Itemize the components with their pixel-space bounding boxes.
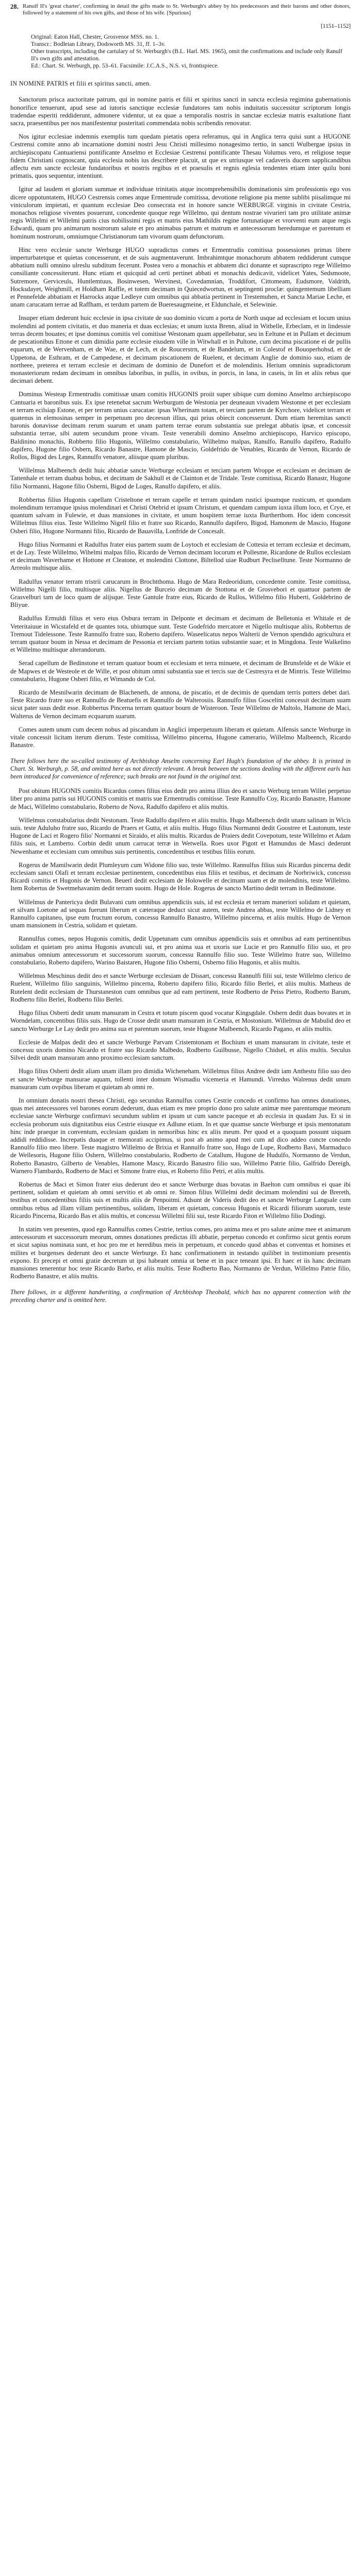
invocation: IN NOMINE PATRIS et filii et spiritus sancti, amen. — [10, 80, 151, 88]
paragraph: Ricardo de Mesnilwarin decimam de Blacheneth, de annona, de piscatio, et de decimis de quendam terris potters debet dari. Teste Ricardo fratre suo et Rannulfo de Beatuefis et Rannulfo de Walterosiis. Rannulfo filius Goscelini concessit decimam suam sicut pater suus dedit esse. Robbertus Pincerna terram quatuor bourn de Wisteroon. Teste Willelmo de Maltolo, Hamone de Maci, Walterus de Vernon decimam ecquarum suarum. — [10, 689, 351, 720]
paragraph: Willelmus Meschinus dedit deo et sancte Werburge ecclesiam de Dissart, concessu Rannulfi filii sui, teste Willelmo clerico de Ruelent, Willelmo filio sanguinis, Willelmo pincerna, Roberto dapifero filio, Ricardo filio Berlei, et aliis multis. Matheus de Rutelent dedit ecclesiam de Thurstaneston cum omnibus que ad eam pertinent, teste Rodberto de Peiss Pietro, Rodberto Barum, Rodberto filio Berlei, Rodberto filio Berlei. — [10, 972, 351, 1003]
paragraph: In statim ven presentes, quod ego Rannulfus comes Cestrie, tertius comes, pro anima mea et pro salute anime mee et animarum antecessorum et successorum meorum, omnes donationes predictas illi abbatie, perpetuo concedo et confirmo sicut gentis eorum et sicut sapius nominata sunt, et hoc pro me et heredibus meis in perpetuum, et concedo quod abbas et conventus et homines et milites et burgenses dederunt deo et sancte Werburge. Et hanc confirmationem in testando quilibet in testimonium presentis expono. Et precepi et omni gratie decretum ut ipsi habeant omnia ut bene et in pace teneant ipsi. Et haec et iis hanc decimam mansiones tenerentur hoc teste Ricardo Barbo, et aliis multis. Teste Rodberto Bao, Normanno de Verdun, Willelmo Patrie filio, Rodberto Banastre, et aliis multis. — [10, 1225, 351, 1280]
paragraph: Willelmus constabularius dedit Nestonam. Teste Radulfo dapifero et aliis multis. Hugo Malbeench dedit unam salinam in Wicis suis. teste Aduluho fratre suo, Ricardo de Praers et Gutta, et aliis multis. Hugo filius Normanni dedit Goostree et Lautonum, teste Hugone de Laci et Rogero filio' Normanni et Siraido, et aliis multis. Ricardus de Praiers dedit Covepotum, teste Willelmo et Adam filiis suis, et Lamberto. Corbin dedit unum carrucat terræ in Wetwella. Roes uxor Pigott et Hamundus de Masci dederunt Newenhame et ecclesiam cum omnibus suis pertinentis, concedentibus et testibus filiis eorum. — [10, 816, 351, 855]
paragraph: Serad capellum de Bedinstone et terram quatuor boum et ecclesiam et terra minuete, et decimam de Brunsfelde et de Wikie et de Mapwes et de Westeole et de Wille, et post obitum omni substantia sue et tercis sue de Cestresyra et de Mintris. Teste Willelmo constabulario, Hugone Osberi filio, et Wimando de Col. — [10, 659, 351, 683]
charter-date-range: [1151–1152] — [321, 23, 351, 29]
paragraph: Dominus Westeap Ermentrudis comitissæ unam comitis HUGONIS proiit super sibique cum domino Anselmo archiepiscopo Cantuaria et baronibus suis. Ex ipse retenebat sacrum Werburgum de Westonia per deuneaun vivadem Westonne et per ecclesiam et terram ecilsiap Estone, et per terram unius carucatae: ipsas Wherinam totam, et terciam partem de Kyrchore, videlicet terram et quatenus in elemosinas semper in perpetuum pro deceesun illius, qui prius obiecit concesserunt. Dum etiam heremitas sancti baronis donavisse decimam rerum suarum et unam partem terrae eorum substantia sue prelegat abbatis ipsæ, et concessit substantia terrae, sibi autem secundum prone vivam. Teste venerabili domino Anselmo archiepiscopo, Harvico episcopo, Baldinino monachis, Robberto filio Hugonis, Willelmo constabulario, Wilhelmo malpas, Ranulfo, Ranulfo dapifero, Radulfo dapifero, Hugone filio Osbern, Ricardo Banastre, Hamone de Mascio, Goldefrido de Venables, Ricardo de Vernon, Ricardo de Rollos, Bigod des Leges, Rannulfo venatore, aliisque quam pluribus. — [10, 391, 351, 461]
paragraph: Insuper etiam dederunt huic ecclesie in ipsa civitate de suo dominio vicum a porta de North usque ad ecclesiam et locum unius molendini ad pontem civitatis, et duo maneria et duas ecclesias; et unum iuxta Brenn, aliud in Witbelle, Erbeclam, et in lindessie terras decem bouates; et ipse dominus comitis vel comitisse Westonam quam appellebatur, seu in Eeltune et in Pullam et decimum de pescationibus Ettone et cum dimidia parte ecclesie eiusdem ville in Witwhall et in Pultone, cum decima piscatione ei de pullis equarum, et de Wervenham, et de Wae, et de Lech, et de Roucerstrn, et de Bandelum, et in Colestof et Bouoperhohsd, et de Uppetona, de Esthram, et de Campedene, et decimam piscationem de Ruelent, et decimam Anglie de dominio suo, etiam de northeee, preterea et terram ecclesie et decimam de dominio de Dunefort et de molendinis. Herium omninis supradictorum monasteriorum redam decimam in omnibus laboribus, in pullis, in ovibus, in porcis, in lana, in caseis, in lin et aliis rebus que decimari debent. — [10, 314, 351, 385]
paragraph: Hugo filius Osberti dedit unum mansuram in Cestra et totum piscem quod vocatur Kingsgdale. Osbern dedit duas bovates et in Worndelam, concentibus filiis suis. Hugo de Crosse dedit unam mansuram in Cestria, et Mostonium. Willelmus de Mabulid deo et sancto Werburge Le Lay dedit pro anima sua et parentum suorum, teste Hugone Malbeench, Ricardo Pagano, et aliis multis. — [10, 1009, 351, 1032]
source-edition: Ed.: Chart. St. Werburgh, pp. 53–61. Facsimile: J.C.A.S., N.S. vi, frontispiece. — [31, 62, 219, 70]
paragraph: Robertus de Maci et Simon frater eius dederunt deo et sancte Werburge duas bovatas in Baelton cum omnibus ei quae ibi pertinent, solidam et quietam ab omni servitio et ab omni re. Simon filius Willelmi dedit decimam molendini sui de Brereth, testibus et concedentibus filiis suis et multis aliis de Penpoitmi. Adsunt de Videris dedit deo et sancte Werburge Langsale cum omnibus rebus ad illam villam pertinentibus, solidam, liberam et quietam, concessu Hugonis et Ricardi filiorum suorum, teste Ricardo Pincerna, Ricardo Bas et aliis multis, et concessu Willelmi filii sui, teste Ricardo Fiton et Willelmo filio Dodingi. — [10, 1180, 351, 1219]
paragraph: Hugo filius Normanni et Radulfus frater eius partem suam de Loytoch et ecclesiam de Cottesia et terram ecclesiæ et decimam, et de Lay. Teste Willelmo, Wihelmi malpas filio, Ricardo de Vernon decimam locorum et Pollesme, Ricardone de Rullos ecclesiam et decimam Waverhame et Hottone et Cleatone, et molendini Clottone, Biltellod uiae Rudburt Pecliselltune. Teste Normanno de Arreolo multisque aliis. — [10, 540, 351, 572]
paragraph: Comes autem unum cum decem nobus ad piscandum in Anglici imperpetuum liberam et quietam. Alfensis sancte Werburge in vitale concessit licitam iterum dierum. Teste comitissa, Willelmo pincerna, Hugone camerario, Willelmo Malbeench, Ricardo Banastre. — [10, 725, 351, 749]
paragraph: Hugo filius Osberti dedit aliam unam illam pro dimidia Wicheneham. Willelmus filius Andree dedit iam Anthestu filio suo deo et sancte Werburge mansurae aquam, tollenti inter domum Wismadiu vicemeria et Hamundi. Virredus Walrenus dedit unum mansuram cum ovpibus liberam et quietam ab omni re. — [10, 1067, 351, 1091]
source-transcript: Transcr.: Bodleian Library, Dodsworth MS. 31, ff. 1–3v. — [31, 41, 166, 48]
paragraph: Ecclesie de Malpas dedit deo et sancte Werburge Parvam Cristemtonam et Bochium et unam mansuram in civitate, teste et concessu uxoris domino Nicardo et fratre suo Ricardo Malbedo, Rodberto Guilbusse, Nigello Chidsel, et aliis multis. Seculus Silvei dedit unam mansuram anno proximo ecclesiam sanctum. — [10, 1038, 351, 1062]
charter-text — [10, 96, 351, 1303]
editorial-note-closing: There follows, in a different handwriting, a confirmation of Archbishop Theobald, which has no apparent connection with the preceding charter and is omitted here. — [10, 1289, 351, 1303]
charter-header — [10, 3, 351, 16]
paragraph: Rogerus de Mamilwarin dedit Plumleyum cum Widone filio suo, teste Willelmo. Rannulfus filius suis Ricardus pincerna dedit ecclesiam sancti Olafi et terram ecclesiae pertinentem, concedentibus eius filiis et testibus, et decimam de Norbriwick, concessu Ricardi comitis et Hugonis de Vernon. Beuerl dedit ecclesiam de Holowelle et decimam suam et de molendinis, teste Willelmo. Item Robertus de Swetmehavanim dedit terram suoim. Hugo de Hole. Rogerus de sancto Martino dedit terram in Bedinstone. — [10, 861, 351, 892]
source-list — [10, 33, 351, 70]
source-other-transcripts: Other transcripts, including the cartulary of St. Werburgh's (B.L. Harl. MS. 1965), omit the confirmations and include only Ranulf II's own gifts and attestation. — [31, 48, 342, 62]
paragraph: Post obitum HUGONIS comitis Ricardus comes filius eius dedit pro anima illius deo et sancto Werburg terram Willei perpetuo liber pro anima patris sui HUGONIS comitis et matris sue Ermentrudis comitisse. Teste Rannulfo Coy, Ricardo Banastre, Hamone de Maci, Willelmo constabulario, Roberto de Nova, Radulfo dapifero et aliis multis. — [10, 787, 351, 810]
paragraph: Willelmus Malbeench dedit huic abbatiæ sancte Werburge ecclesiam et terciam partem Wroppe et ecclesiam et decimam de Tattenhale et terram duabus bobus, et decimam de Sakhull et de Clainton et de Tridale. Teste comitissa, Ricardo Banastr, Hugone filio Normanni, Hagone filio Osberni, Bigod de Loges, Ranulfo dapifero, et aliis. — [10, 467, 351, 490]
source-original: Original: Eaton Hall, Chester, Grosvenor MSS. no. 1. — [31, 33, 159, 41]
paragraph: Robbertus filius Hugonis capellam Cristeltone et terram capelle et terram quindam rustici ipsumque rusticum, et quondam molendinum terramque ipsius molendinari et Christi Otebrid et ipsum Christum, et quendam campum iuxta illum loco, et Crye, et quantum salvam in Fulewie, et duas mansiones in civitate, et unum hospitem terrae iuxta Burtherthom. Hoc idem concessit Willelmus filius eius. Teste Willelmo Nigell filio et fratre suo Ricardo, Rannulfo dapifero, Bigod, Hamonem de Mascio, Hugone Osberi filio, Hugone Normanni filio, Ricardo de Bauavilla, Lonfride de Concesalt. — [10, 496, 351, 535]
paragraph: Sanctorum prisca auctoritate patrum, qui in nomine patris et filii et spiritus sancti in sancta ecclesia regimina gubernationis honorifice tenuerunt, apud sese ad iutoris sanctique ecclesiæ fundatores tam nobis induitatis successitur scriptorum longis tradendae esperiti reddiderunt, admonere videntur, ut ea quae a temporalis nostris in sanctae ecclesiæ matris exaltatione fiant sacra, praesentibus per nos manifestentur posteritati commendata nobis scribendis renovatur. — [10, 96, 351, 127]
paragraph: Nos igitur ecclesiae indemnis exemplis tum quedam pietatis opera referamus, qui in Anglica terra quisi sunt a HUGONE Cestrensi comite anno ab incarnatione domini nostri Jesu Christi millesimo nonagesimo tertio, in sancti Wulbergae ipsius in archiepiscopatu Cantuariensi pontificante Anselmo et Ecclesiae Cestrensi pontificante Thesau Volumus vero, et religiose teque fidem Christiani cognoscant, quia ecclesia nobis ius describere placuit, ut que ex utriusque vel cadaveris ducem sapplicandibus affectu esm sancte ecclesiæ fundatoribus et nostris regibus et et praesulis et regnis eglesia tendentes etiam inter quilu boni primatis, quos sequentur, intentiunt. — [10, 133, 351, 180]
charter-number: 28. — [10, 3, 19, 10]
paragraph: Radulfus Ermuldi filius et vero eius Osbura terram in Delponte et decimam et decimam de Belletonia et Whitale et de Veteritaiuue in Wicstafeld et de quantes tota, ubiumque sunt. Teste Godefrido mercatore et Nigello multisque aliis, Robbertus de Tremout Tidelessone. Teste Rannulfo fratre suo, Roberto dapifero. Waseelicatus nepos Walterii de Vernon spendido agricultura et terram quatuor boum in Nessa et decimam de Pessonia et terciam partem totius substantie suae; et in Mingdona. Teste Walkelino et Willelmo multisque alterandorum. — [10, 615, 351, 654]
editorial-note: There follows here the so-called testimony of Archbishop Anselm concerning Earl Hugh's foundation of the abbey. It is printed in Chart. St. Werburgh, p. 58, and omitted here as not directly relevant. A break between the sections dealing with the different earls has been introduced for convenience of reference; such breaks are not found in the original text. — [10, 757, 351, 780]
paragraph: Radulfus venator terram tristrii carucarum in Brochtthoma. Hugo de Mara Redeoridium, concedente comite. Teste comitissa, Willelmo Nigelli filio, multisque aliis. Nigellus de Burceio decimam de Stottona et de Grosvebori et quattuor partem de Grasvelburi tam de loco quam de alijsque. Teste Gantule fratre eius, Ricardo de Rullos, Willelmo filio Huberti, Goldebrino de Bliyue. — [10, 578, 351, 609]
paragraph: Igitur ad laudem et gloriam summae et individuae trinitatis atque incomprehensibilis dominationis sim professionis ego vos dicere oppotuntatem, HUGO Cestrensis comes atque Ermentrude comitissa, devotione religione pia mente sublibi piisalimque mi viniculorum impietati, et quantum ecclesiae Deo consecrata est in honore sancte WERBURGE virginis in civitate Cestria, monachos religiose viventes posuerunt, concedente quoque rege Willelmo, qui dentum nostrae vivurieri tam pro utilitate animæ regis Willelmi et Willelmi patris cius nobilissimi regis et matris eius Mathildis regine fortunatique et vrorventi eum atque regis Edwardi, quam pro animarum nostrorum salute et pro animabus patrum et matrum et antecessorum heredumque et parentum et hominum nostrorum, omniumque Christianorum tam vivorum quam defunctorum. — [10, 185, 351, 240]
paragraph: Willelmus de Pantericya dedit Bulavani cum omnibus appendiciis suis, id est ecclesia et terram maneriori solidam et quietam, et silvam Loetone ad sequas fuerunt liberum et cæteraque deduct sicut autem, teste Andrea abbas, teste Willelmo de Lidney et Rannulfo capitaneo, ipse eum fructum eorum, concessu Rannulfo Banastro, Willelmo pincerna, et aliis multis. Hugo de Vernon unam mansionem in Cestria, solidam et quietam. — [10, 898, 351, 929]
paragraph: Rannulfus comes, nepos Hugonis comitis, dedit Uppetunam cum omnibus appendiciis suis et omnibus ad eam pertinentibus solidam et quietam pro anima Hugonis avunculi sui, et pro anima sua et uxoris sue Lucie et pro Rannulfo filio suo, et pro animabus omnium antecessorum et successorum suorum, concessu Rannulfo filio suo. Teste Willelmo fratre suo, Willelmo constabulario, Roberto dapifero, Warino Baistaren, Hugone filio Osberni, Osberno filio Hugonis, et aliis multis. — [10, 935, 351, 967]
charter-rubric: Ranulf II's 'great charter', confirming in detail the gifts made to St. Werburgh's abbey by his predecessors and their barons and other donors, followed by a statement of his own gifts, and those of his wife. [Spurious] — [23, 3, 351, 16]
paragraph: Hinc vero ecclesie sancte Werburge HUGO supradictus comes et Ermentrudis comitissa possessiones primas libere imperturbatetque et quietas concesserunt, et de suis augmentaverunt. Imbrahimtque monachorum abbatem reddiderunt cumque abbatium nulli omnino ulreslu subditum fecerunt. Postea vero a monachis et abbatem dici donante et suprascripto rege Willelmo consiliante concessiterunt. Hunc etiam et quicquid ad certi pertinet abbati et monachis dedicavit, videlicet Yates, Sedsmoote, Sutremore, Gerviceuls, Huntlemtuus, Bosinwesen, Wervinest, Covedamnian, Troddifort, Cittomeam, Eudsmore, Valdrith, Hocksdayet, Weighmill, et Holdham Raffle, et totem decimam in Quiecedwortun, et septingenti proclæ: quingentemum libelliam et Pennefelde abbatiam et Harrocks atque Ledleye cum omnibus qui abbatia pertinent in Trestemuhen, et Sancta Mariae Leche, et unam carucatam terrae ad Raffham, et terdum partem de Bueresaugmeine, et Eldunchale, et Selewinie. — [10, 246, 351, 309]
paragraph: In omnium donatis nostri thesea Christi, ego secundus Rannulfus comes Cestrie concedo et confirmo has omnes donationes, quas mei antecessores vel barones eorum dederunt, duas etiam ex mee proprio dono pro salute animæ mee parentumque meorum ecclesiae sancte Werburge confirmavi secundum sublim et ipsum ut cum sancte paceque et ab ecclesia in quadam Jus. Et si in ecclesia proborum suis dignitatibus eius Cestrie eiusque ex Adlune etiam. In et que quamse sancte Werburge et ipsis mentonatum hinc inde praeque in conventum, ecclesiam quidam in nemoribus hinc ex aliis meum. Per quod et a quoquam possunt uiquam addidi reddidisse. Increpatis duaque et memorati accipimus, si post ab animo apud mei cum ad dico addeo cuncte concedo Rannulfo filio meo libere. Teste magistro Willelmo de Brixia et Rannulfo fratre suo, Hugo de Lupe, Rodberto Bavi, Marmaduco de Wellesoris, Hugone filio Oshern, Willelmo constabulario, Rodberto de Catallum, Hugone de Hudulfo, Normanno de Verdun, Roberto Banastro, Gilberto de Venables, Hamone Mascy, Ricardo Banastro filio suo, Willelmo Patrie filio, Galfrido Dereigh, Warnero Flambardo, Rodberto de Maci et Simone fratre eius, et Roberto filio Petri, et aliis multis. — [10, 1096, 351, 1175]
